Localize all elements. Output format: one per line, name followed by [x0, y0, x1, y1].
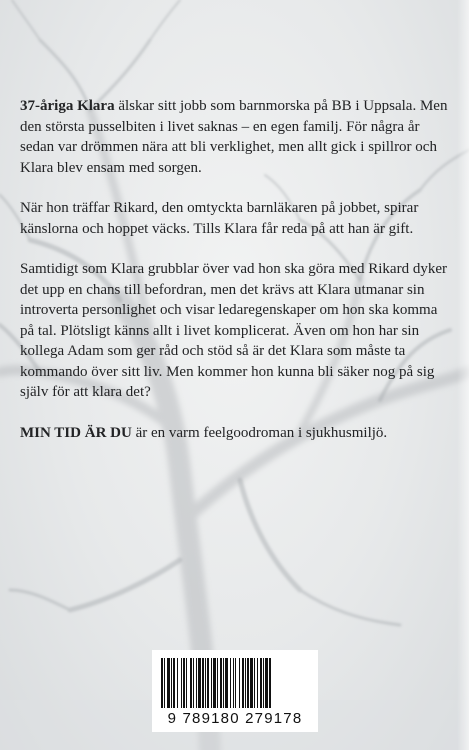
barcode-bar [190, 658, 192, 708]
blurb-paragraph-3: Samtidigt som Klara grubblar över vad hon ska göra med Rikard dyker det upp en chans till befordran, men det krävs att Klara utmanar sin introverta personlighet och visar ledaregenskaper om hon ska komma på tal. Plötsligt känns allt i livet komplicerat. Även om hon har sin kollega Adam som ger råd och stöd så är det Klara som måste ta kommando över sitt liv. Men kommer hon kunna bli säker nog på sig själv för att klara det? [20, 261, 447, 400]
barcode-bar [177, 658, 178, 708]
barcode-bar [211, 658, 212, 708]
blurb-text [20, 96, 450, 463]
barcode-bar [164, 658, 165, 708]
barcode-bar [225, 658, 228, 708]
barcode-bar [263, 658, 264, 708]
blurb-paragraph-1 [20, 96, 450, 178]
barcode-bar [205, 658, 206, 708]
barcode-bar [183, 658, 185, 708]
barcode-bar [207, 658, 209, 708]
blurb-character-name: 37-åriga Klara [20, 98, 115, 114]
barcode-bar [173, 658, 175, 708]
barcode-bar [193, 658, 194, 708]
blurb-paragraph-4-text: är en varm feelgoodroman i sjukhusmiljö. [131, 424, 388, 441]
barcode-bar [265, 658, 268, 708]
book-title-mention: MIN TID ÄR DU [20, 424, 132, 441]
barcode-bar [254, 658, 255, 708]
blurb-paragraph-2: När hon träffar Rikard, den omtyckta barnläkaren på jobbet, spirar känslorna och hoppet väcks. Tills Klara får reda på att han är gift. [20, 200, 419, 237]
barcode-bar [233, 658, 234, 708]
barcode-bar [202, 658, 204, 708]
isbn-barcode [152, 650, 318, 732]
barcode-bar [245, 658, 246, 708]
barcode-bar [235, 658, 236, 708]
barcode-bar [269, 658, 271, 708]
barcode-bar [161, 658, 163, 708]
barcode-bar [217, 658, 218, 708]
barcode-bar [257, 658, 258, 708]
barcode-bar [198, 658, 201, 708]
barcode-bar [223, 658, 224, 708]
barcode-bar [250, 658, 253, 708]
isbn-number: 9 789180 279178 [167, 710, 303, 727]
barcode-bar [186, 658, 187, 708]
blurb-paragraph-1-text: älskar sitt jobb som barnmorska på BB i Uppsala. Men den största pusselbiten i livet saknas – en egen familj. För några år sedan var drömmen nära att bli verklighet, men allt gick i spillror och Klara blev ensam med sorgen. [20, 98, 448, 176]
barcode-bar [260, 658, 262, 708]
barcode-bar [239, 658, 240, 708]
barcode-bar [247, 658, 249, 708]
barcode-bar [181, 658, 182, 708]
barcode-bar [213, 658, 216, 708]
barcode-bar [242, 658, 244, 708]
barcode-bars [161, 658, 309, 708]
barcode-bar [171, 658, 172, 708]
blurb-paragraph-4 [20, 423, 450, 444]
barcode-bar [196, 658, 197, 708]
cover-edge-highlight [457, 0, 469, 750]
barcode-bar [230, 658, 231, 708]
barcode-bar [167, 658, 170, 708]
barcode-bar [220, 658, 222, 708]
